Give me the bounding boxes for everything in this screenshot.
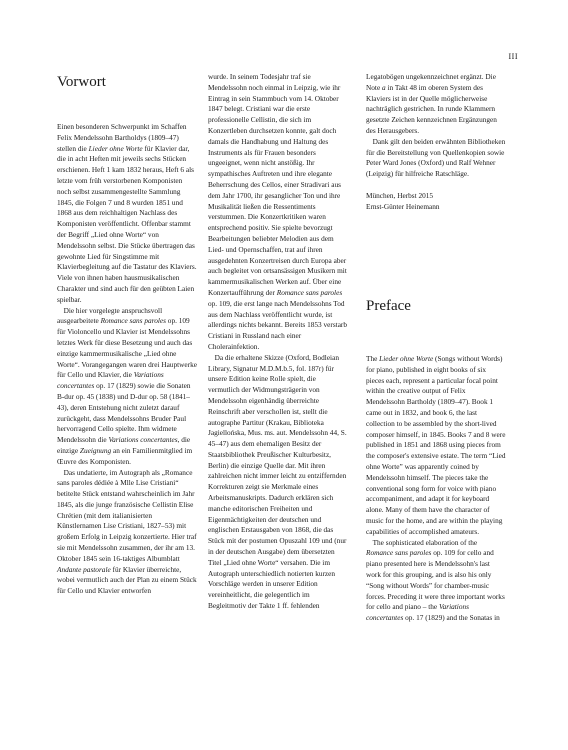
paragraph: Legatobögen ungekennzeichnet ergänzt. Die Note a in Takt 48 im oberen System des Klaviers ist in der Quelle möglicherweise nachträglich gestrichen. In runde Klammern gesetzte Zeichen kennzeichnen Ergänzungen des Herausgebers. [366, 72, 497, 135]
vorwort-column-2 [208, 72, 348, 612]
preface-heading: Preface [366, 298, 411, 314]
italic-title: Romance sans paroles [100, 316, 166, 326]
vorwort-column-1 [57, 122, 197, 597]
page-number: III [508, 52, 518, 61]
italic-title: a [382, 82, 386, 92]
vorwort-heading: Vorwort [57, 74, 106, 90]
italic-title: Romance sans paroles [276, 287, 343, 297]
signature-name: Ernst-Günter Heinemann [366, 201, 440, 211]
italic-title: Lieder ohne Worte [88, 143, 143, 153]
paragraph: The Lieder ohne Worte (Songs without Words) for piano, published in eight books of six pieces each, represent a particular focal point within the creative output of Felix Mendelssohn Bartholdy (1809–47). Book 1 came out in 1832, and book 6, the last collection to be assembled by the short-lived composer himself, in 1845. Books 7 and 8 were published in 1851 and 1868 using pieces from the composer's extensive estate. The term “Lied ohne Worte” was apparently coined by Mendelssohn himself. The pieces take the conventional song form for voice with piano accompaniment, and adapt it for keyboard alone. Many of them have the character of music for the home, and are within the playing capabilities of accomplished amateurs. [366, 354, 506, 536]
paragraph: The sophisticated elaboration of the Romance sans paroles op. 109 for cello and piano presented here is Mendelssohn's last work for this grouping, and is also his only “Song without Words” for chamber-music forces. Preceding it were three important works for cello and piano – the Variations concertantes op. 17 (1829) and the Sonatas in [366, 537, 505, 623]
paragraph: Da die erhaltene Skizze (Oxford, Bodleian Library, Signatur M.D.M.b.5, fol. 187r) für unsere Edition keine Rolle spielt, die vermutlich der Widmungsträgerin von Mendelssohn eigenhändig überreichte Reinschrift aber verschollen ist, stellt die autographe Partitur (Krakau, Biblioteka Jagiellońska, Mus. ms. aut. Mendelssohn 44, S. 45–47) aus dem ehemaligen Besitz der Staatsbibliothek Preußischer Kulturbesitz, Berlin) die einzige Quelle dar. Mit ihren zahlreichen nicht immer leicht zu entziffernden Korrekturen zeigt sie Merkmale eines Arbeitsmanuskripts. Dadurch erklären sich manche editorischen Freiheiten und Eigenmächtigkeiten der deutschen und englischen Erstausgaben von 1868, die das Stück mit der postumen Opuszahl 109 und (nur in der deutschen Ausgabe) dem übersetzten Titel „Lied ohne Worte“ versahen. Die im Autograph unterschiedlich notierten kurzen Vorschläge werden in unserer Edition vereinheitlicht, die gelegentlich im Begleitmotiv der Takte 1 ff. fehlenden [208, 352, 347, 611]
paragraph: Einen besonderen Schwerpunkt im Schaffen Felix Mendelssohn Bartholdys (1809–47) stellen die Lieder ohne Worte für Klavier dar, die in acht Heften mit jeweils sechs Stücken erschienen. Heft 1 kam 1832 heraus, Heft 6 als letzte vom früh verstorbenen Komponisten noch selbst zusammengestellte Sammlung 1845, die Folgen 7 und 8 wurden 1851 und 1868 aus dem reichhaltigen Nachlass des Komponisten veröffentlicht. Offenbar stammt der Begriff „Lied ohne Worte“ von Mendelssohn selbst. Die Stücke übertragen das gewohnte Lied für Singstimme mit Klavierbegleitung auf die Tastatur des Klaviers. Viele von ihnen haben hausmusikalischen Charakter und sind auch für den geübten Laien spielbar. [57, 122, 197, 304]
italic-title: Romance sans paroles [366, 548, 432, 558]
italic-title: Variations concertantes [366, 602, 469, 623]
paragraph: Dank gilt den beiden erwähnten Bibliotheken für die Bereitstellung von Quellenkopien sowie Peter Ward Jones (Oxford) und Ralf Wehner (Leipzig) für hilfreiche Ratschläge. [366, 136, 506, 179]
vorwort-column-3-paragraphs [366, 72, 506, 180]
paragraph: wurde. In seinem Todesjahr traf sie Mendelssohn noch einmal in Leipzig, wie ihr Eintrag in sein Stammbuch vom 14. Oktober 1847 belegt. Cristiani war die erste professionelle Cellistin, die sich im Konzertleben durchsetzen konnte, galt doch damals die Handhabung und Haltung des Instruments als für Frauen besonders ungeeignet, wenn nicht anstößig. Ihr sympathisches Auftreten und ihre elegante Beherrschung des Cellos, einer Stradivari aus dem Jahr 1700, ihr gesanglicher Ton und ihre Musikalität ließen die Ressentiments verstummen. Die Konzertkritiken waren entsprechend positiv. Sie spielte bevorzugt Bearbeitungen beliebter Melodien aus dem Lied- und Opernschaffen, trat auf ihren ausgedehnten Konzertreisen durch Europa aber auch begleitet von ortsansässigen Musikern mit kammermusikalischen Werken auf. Über eine Konzertaufführung der Romance sans paroles op. 109, die erst lange nach Mendelssohns Tod aus dem Nachlass veröffentlicht wurde, ist allerdings nichts bekannt. Bereits 1853 verstarb Cristiani in Russland nach einer Cholerainfektion. [208, 72, 348, 351]
preface-column [366, 354, 506, 624]
italic-title: Zueignung [79, 445, 112, 455]
italic-title: Andante pastorale [57, 564, 111, 574]
signature-place-date: München, Herbst 2015 [366, 190, 434, 200]
paragraph: Das undatierte, im Autograph als „Romance sans paroles dédiée à Mlle Lise Cristiani“ betitelte Stück entstand wahrscheinlich im Jahr 1845, als die junge französische Cellistin Elise Chrétien (mit dem italianisierten Künstlernamen Lise Cristiani, 1827–53) mit großem Erfolg in Leipzig konzertierte. Hier traf sie mit Mendelssohn zusammen, der ihr am 13. Oktober 1845 sein 16-taktiges Albumblatt Andante pastorale für Klavier überreichte, wobei vermutlich auch der Plan zu einem Stück für Cello und Klavier entworfen [57, 467, 197, 596]
italic-title: Variations concertantes [108, 435, 178, 445]
italic-title: Lieder ohne Worte [379, 354, 434, 363]
paragraph: Die hier vorgelegte anspruchsvoll ausgearbeitete Romance sans paroles op. 109 für Violoncello und Klavier ist Mendelssohns letztes Werk für diese Besetzung und auch das einzige kammermusikalische „Lied ohne Worte“. Vorangegangen waren drei Hauptwerke für Cello und Klavier, die Variations concertantes op. 17 (1829) sowie die Sonaten B-dur op. 45 (1838) und D-dur op. 58 (1841–43), deren Entstehung nicht zuletzt darauf zurückgeht, dass Mendelssohns Bruder Paul hervorragend Cello spielte. Ihm widmete Mendelssohn die Variations concertantes, die einzige Zueignung an ein Familienmitglied im Œuvre des Komponisten. [57, 305, 197, 466]
vorwort-column-3 [366, 72, 506, 213]
italic-title: Variations concertantes [57, 370, 164, 391]
